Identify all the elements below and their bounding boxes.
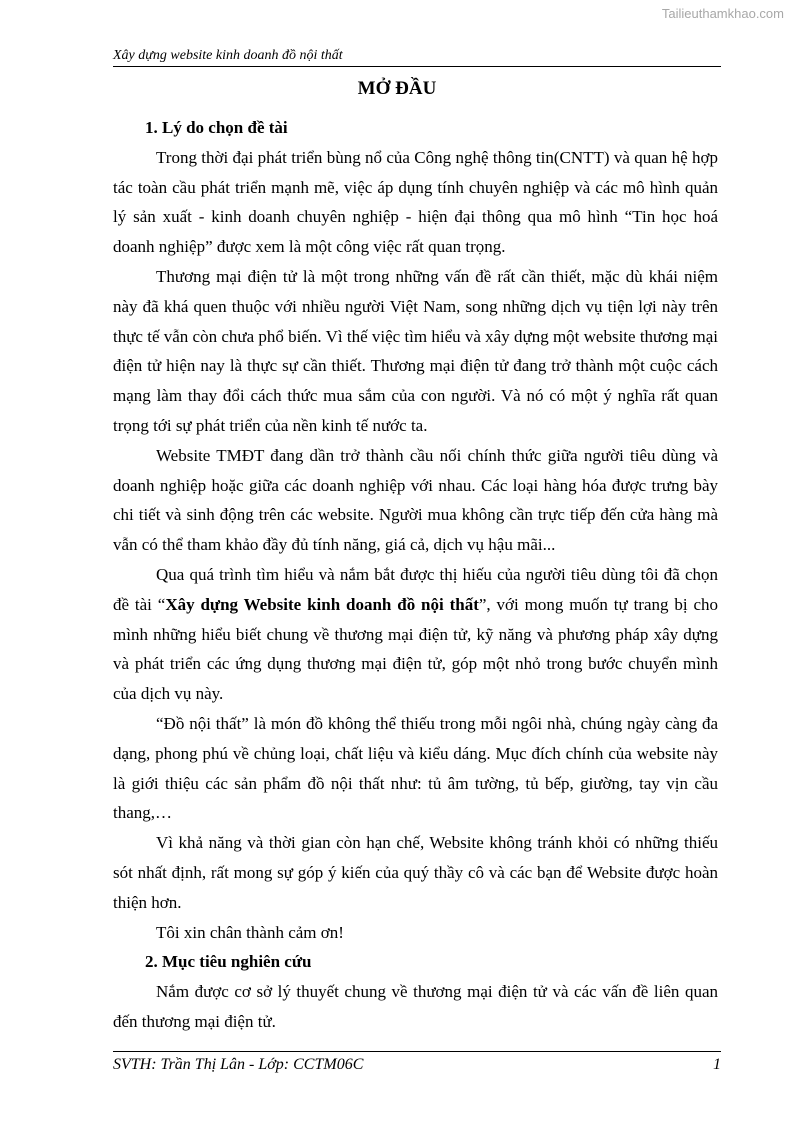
page-title: MỞ ĐẦU xyxy=(357,78,437,99)
page-number: 1 xyxy=(713,1056,721,1073)
paragraph-4-before: Qua quá trình tìm hiểu và nắm bắt được thị hiếu của người tiêu dùng tôi đã chọn đề tài “ xyxy=(113,564,718,614)
footer-author: SVTH: Trần Thị Lân - Lớp: CCTM06C xyxy=(113,1056,364,1073)
body-content xyxy=(113,113,718,1037)
paragraph-6: Vì khả năng và thời gian còn hạn chế, Website không tránh khỏi có những thiếu sót nhất định, rất mong sự góp ý kiến của quý thầy cô và các bạn để Website được hoàn thiện hơn. xyxy=(113,833,718,912)
paragraph-3: Website TMĐT đang dần trở thành cầu nối chính thức giữa người tiêu dùng và doanh nghiệp hoặc giữa các doanh nghiệp với nhau. Các loại hàng hóa được trưng bày chi tiết và sinh động trên các website. Người mua không cần trực tiếp đến cửa hàng mà vẫn có thể tham khảo đầy đủ tính năng, giá cả, dịch vụ hậu mãi... xyxy=(113,445,718,555)
running-footer xyxy=(113,1051,721,1074)
running-header: Xây dựng website kinh doanh đồ nội thất xyxy=(113,48,721,67)
paragraph-7: Tôi xin chân thành cảm ơn! xyxy=(156,922,344,942)
thesis-topic: Xây dựng Website kinh doanh đồ nội thất xyxy=(165,594,479,614)
section-heading-2: 2. Mục tiêu nghiên cứu xyxy=(145,952,312,972)
paragraph-2: Thương mại điện tử là một trong những vấn đề rất cần thiết, mặc dù khái niệm này đã khá quen thuộc với nhiều người Việt Nam, song những dịch vụ tiện lợi này trên thực tế vẫn còn chưa phổ biến. Vì thế việc tìm hiểu và xây dựng một website thương mại điện tử hiện nay là thực sự cần thiết. Thương mại điện tử đang trở thành một cuộc cách mạng làm thay đổi cách thức mua sắm của con người. Và nó có một ý nghĩa rất quan trọng tới sự phát triển của nền kinh tế nước ta. xyxy=(113,266,718,435)
paragraph-4 xyxy=(113,560,718,709)
paragraph-8: Nắm được cơ sở lý thuyết chung về thương mại điện tử và các vấn đề liên quan đến thương mại điện tử. xyxy=(113,982,718,1031)
paragraph-4-after: ”, với mong muốn tự trang bị cho mình những hiểu biết chung về thương mại điện tử, kỹ năng và phương pháp xây dựng và phát triển các ứng dụng thương mại điện tử, góp một nhỏ trong bước chuyển mình của dịch vụ này. xyxy=(113,594,718,704)
paragraph-5: “Đồ nội thất” là món đồ không thể thiếu trong mỗi ngôi nhà, chúng ngày càng đa dạng, phong phú về chủng loại, chất liệu và kiểu dáng. Mục đích chính của website này là giới thiệu các sản phẩm đồ nội thất như: tủ âm tường, tủ bếp, giường, tay vịn cầu thang,… xyxy=(113,713,718,823)
paragraph-1: Trong thời đại phát triển bùng nổ của Công nghệ thông tin(CNTT) và quan hệ hợp tác toàn cầu phát triển mạnh mẽ, việc áp dụng tính chuyên nghiệp và các mô hình quản lý sản xuất - kinh doanh chuyên nghiệp - hiện đại thông qua mô hình “Tin học hoá doanh nghiệp” được xem là một công việc rất quan trọng. xyxy=(113,147,718,257)
section-heading-1: 1. Lý do chọn đề tài xyxy=(145,118,288,137)
watermark: Tailieuthamkhao.com xyxy=(661,6,784,21)
